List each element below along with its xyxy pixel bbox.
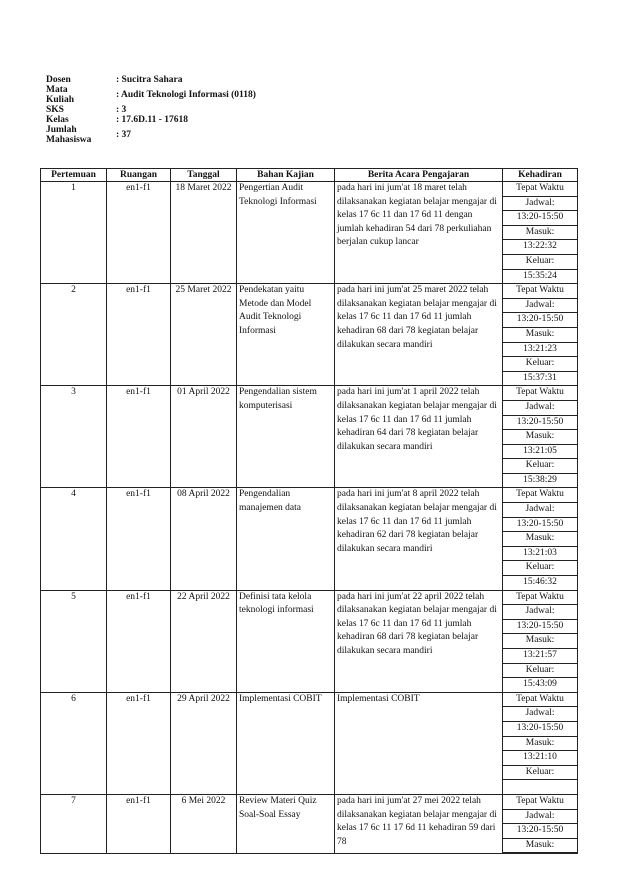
cell-tanggal: 6 Mei 2022 (171, 794, 237, 853)
cell-bahan-kajian: Pengertian Audit Teknologi Informasi (237, 182, 335, 284)
cell-tanggal: 25 Maret 2022 (171, 284, 237, 386)
cell-ruangan: en1-f1 (107, 692, 171, 794)
cell-kehadiran (503, 488, 578, 590)
table-row (41, 488, 578, 590)
kehadiran-line: Jadwal: (503, 401, 577, 416)
kehadiran-line: 13:20-15:50 (503, 620, 577, 635)
cell-kehadiran (503, 692, 578, 794)
cell-berita-acara: Implementasi COBIT (335, 692, 503, 794)
kehadiran-line: Keluar: (503, 766, 577, 781)
kehadiran-line: Tepat Waktu (503, 795, 577, 810)
cell-ruangan: en1-f1 (107, 386, 171, 488)
kehadiran-line: Keluar: (503, 459, 577, 474)
cell-pertemuan: 7 (41, 794, 107, 853)
cell-tanggal: 08 April 2022 (171, 488, 237, 590)
kehadiran-line: Tepat Waktu (503, 284, 577, 299)
kehadiran-line: Jadwal: (503, 810, 577, 825)
kehadiran-line: Masuk: (503, 737, 577, 752)
cell-ruangan: en1-f1 (107, 488, 171, 590)
table-header-row (41, 169, 578, 182)
kehadiran-line: Masuk: (503, 634, 577, 649)
kehadiran-line: Tepat Waktu (503, 693, 577, 708)
cell-bahan-kajian: Pengendalian manajemen data (237, 488, 335, 590)
kehadiran-line (503, 780, 577, 794)
kehadiran-line: Masuk: (503, 839, 577, 854)
kehadiran-line: Jadwal: (503, 503, 577, 518)
col-header-kehadiran: Kehadiran (503, 169, 578, 182)
kehadiran-line: 15:46:32 (523, 577, 557, 588)
kehadiran-line: 15:38:29 (523, 474, 557, 485)
jumlah-mahasiswa-label (46, 125, 116, 145)
kehadiran-line: 13:20-15:50 (503, 722, 577, 737)
cell-tanggal: 22 April 2022 (171, 590, 237, 692)
kehadiran-line: Jadwal: (503, 197, 577, 212)
table-row (41, 590, 578, 692)
kehadiran-line: Keluar: (503, 357, 577, 372)
kehadiran-line: Masuk: (503, 328, 577, 343)
cell-kehadiran (503, 386, 578, 488)
kehadiran-line: Jadwal: (503, 605, 577, 620)
cell-kehadiran (503, 590, 578, 692)
cell-bahan-kajian: Definisi tata kelola teknologi informasi (237, 590, 335, 692)
cell-tanggal: 01 April 2022 (171, 386, 237, 488)
cell-berita-acara: pada hari ini jum'at 8 april 2022 telah dilaksanakan kegiatan belajar mengajar di kelas 17 6c 11 dan 17 6d 11 jumlah kehadiran 62 dari 78 kegiatan belajar dilakukan secara mandiri (335, 488, 503, 590)
col-header-bahan-kajian: Bahan Kajian (237, 169, 335, 182)
table-row (41, 386, 578, 488)
cell-bahan-kajian: Implementasi COBIT (237, 692, 335, 794)
kehadiran-line: Keluar: (503, 561, 577, 576)
cell-pertemuan: 4 (41, 488, 107, 590)
col-header-tanggal: Tanggal (171, 169, 237, 182)
kehadiran-line: 13:21:57 (503, 649, 577, 664)
cell-ruangan: en1-f1 (107, 182, 171, 284)
kehadiran-line: 13:21:03 (503, 547, 577, 562)
kehadiran-line: Keluar: (503, 664, 577, 679)
cell-pertemuan: 6 (41, 692, 107, 794)
kehadiran-line: Tepat Waktu (503, 591, 577, 606)
cell-berita-acara: pada hari ini jum'at 25 maret 2022 telah dilaksanakan kegiatan belajar mengajar di kelas 17 6c 11 dan 17 6d 11 jumlah kehadiran 68 dari 78 kegiatan belajar dilakukan secara mandiri (335, 284, 503, 386)
kehadiran-line: 13:20-15:50 (503, 416, 577, 431)
dosen-value: : Sucitra Sahara (116, 75, 183, 85)
cell-kehadiran (503, 794, 578, 853)
dosen-label: Dosen (46, 75, 71, 85)
cell-bahan-kajian: Pengendalian sistem komputerisasi (237, 386, 335, 488)
cell-bahan-kajian: Review Materi Quiz Soal-Soal Essay (237, 794, 335, 853)
cell-pertemuan: 5 (41, 590, 107, 692)
course-info (46, 75, 366, 145)
kehadiran-line: Tepat Waktu (503, 182, 577, 197)
kehadiran-line: Jadwal: (503, 707, 577, 722)
kehadiran-line: Tepat Waktu (503, 488, 577, 503)
schedule-table (40, 168, 578, 854)
table-row (41, 692, 578, 794)
kelas-label: Kelas (46, 115, 69, 125)
cell-berita-acara: pada hari ini jum'at 18 maret telah dilaksanakan kegiatan belajar mengajar di kelas 17 6c 11 dan 17 6d 11 dengan jumlah kehadiran 54 dari 78 perkuliahan berjalan cukup lancar (335, 182, 503, 284)
table-row (41, 182, 578, 284)
cell-pertemuan: 1 (41, 182, 107, 284)
kehadiran-line: 13:22:32 (503, 240, 577, 255)
kehadiran-line: Keluar: (503, 255, 577, 270)
kehadiran-line: 13:21:23 (503, 343, 577, 358)
kehadiran-line: 15:43:09 (523, 679, 557, 690)
cell-ruangan: en1-f1 (107, 284, 171, 386)
table-row (41, 794, 578, 853)
kehadiran-line: 15:35:24 (523, 270, 557, 281)
col-header-berita-acara: Berita Acara Pengajaran (335, 169, 503, 182)
cell-bahan-kajian: Pendekatan yaitu Metode dan Model Audit Teknologi Informasi (237, 284, 335, 386)
jumlah-label-line2: Mahasiswa (46, 135, 92, 145)
kehadiran-line: Jadwal: (503, 299, 577, 314)
kelas-value: : 17.6D.11 - 17618 (116, 115, 189, 125)
table-row (41, 284, 578, 386)
cell-ruangan: en1-f1 (107, 590, 171, 692)
kehadiran-line: 13:20-15:50 (503, 211, 577, 226)
sks-value: : 3 (116, 105, 127, 115)
cell-tanggal: 18 Maret 2022 (171, 182, 237, 284)
jumlah-label-line1: Jumlah (46, 125, 77, 135)
cell-pertemuan: 2 (41, 284, 107, 386)
cell-kehadiran (503, 182, 578, 284)
kehadiran-line: 15:37:31 (523, 372, 557, 383)
cell-ruangan: en1-f1 (107, 794, 171, 853)
mata-kuliah-label-line1: Mata (46, 85, 68, 95)
kehadiran-line: Masuk: (503, 532, 577, 547)
kehadiran-line: 13:20-15:50 (503, 313, 577, 328)
kehadiran-line: 13:21:10 (503, 751, 577, 766)
col-header-ruangan: Ruangan (107, 169, 171, 182)
kehadiran-line: 13:21:05 (503, 445, 577, 460)
cell-pertemuan: 3 (41, 386, 107, 488)
kehadiran-line: 13:20-15:50 (503, 518, 577, 533)
mata-kuliah-value: : Audit Teknologi Informasi (0118) (116, 90, 256, 100)
cell-berita-acara: pada hari ini jum'at 27 mei 2022 telah dilaksanakan kegiatan belajar mengajar di kelas 17 6c 11 17 6d 11 kehadiran 59 dari 78 (335, 794, 503, 853)
sks-label: SKS (46, 105, 64, 115)
cell-berita-acara: pada hari ini jum'at 1 april 2022 telah dilaksanakan kegiatan belajar mengajar di kelas 17 6c 11 dan 17 6d 11 jumlah kehadiran 64 dari 78 kegiatan belajar dilakukan secara mandiri (335, 386, 503, 488)
cell-tanggal: 29 April 2022 (171, 692, 237, 794)
cell-berita-acara: pada hari ini jum'at 22 april 2022 telah dilaksanakan kegiatan belajar mengajar di kelas 17 6c 11 dan 17 6d 11 jumlah kehadiran 68 dari 78 kegiatan belajar dilakukan secara mandiri (335, 590, 503, 692)
col-header-pertemuan: Pertemuan (41, 169, 107, 182)
mata-kuliah-label (46, 85, 116, 105)
kehadiran-line: Masuk: (503, 430, 577, 445)
kehadiran-line: Tepat Waktu (503, 386, 577, 401)
cell-kehadiran (503, 284, 578, 386)
kehadiran-line: 13:20-15:50 (503, 824, 577, 839)
jumlah-mahasiswa-value: : 37 (116, 130, 132, 140)
kehadiran-line: Masuk: (503, 226, 577, 241)
mata-kuliah-label-line2: Kuliah (46, 95, 74, 105)
